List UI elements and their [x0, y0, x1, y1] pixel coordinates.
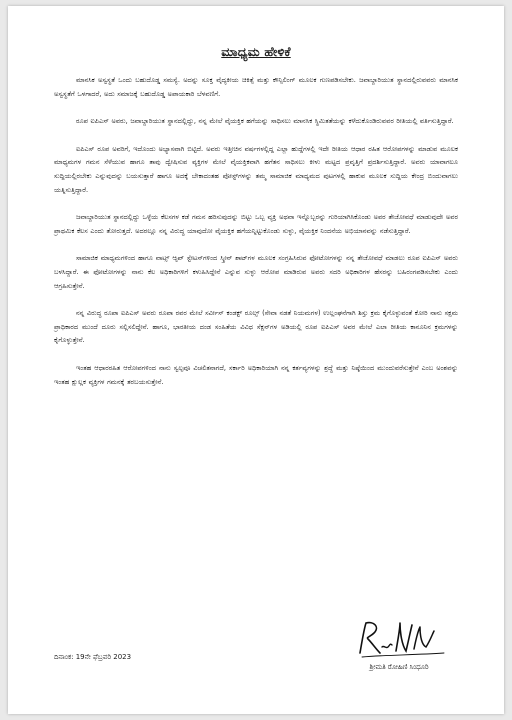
paragraph-3: ಐಪಿಎಸ್ ರೂಪ ಅವರಿಗೆ, ಇದೊಂದು ಅಭ್ಯಾಸವಾಗಿ ಬಿಟ್ಟಿದೆ. ಅವರು ಇತ್ತೀಚಿನ ವರ್ಷಗಳಲ್ಲಿದ್ದ ಎಲ್ಲಾ ಹುದ್ದೆಗಳಲ್ಲಿ ಇದೇ ರೀತಿಯ ಆಧಾರ ರಹಿತ ಆರೋಪಗಳನ್ನು ಮಾಡುವ ಮೂಲಕ ಮಾಧ್ಯಮಗಳ ಗಮನ ಸೆಳೆಯುವ ಹಾಗೂ ತಾವು ದ್ವೇಷಿಸುವ ವ್ಯಕ್ತಿಗಳ ಮೇಲೆ ವೈಯಕ್ತಿಕವಾಗಿ ಹಗೆತನ ಸಾಧಿಸಲು ಕೀಳು ಮಟ್ಟದ ಪ್ರವೃತ್ತಿಗೆ ಪ್ರದರ್ಶಿಸುತ್ತಿದ್ದಾರೆ. ಅವರು ಯಾವಾಗಲೂ ಸುದ್ದಿಯಲ್ಲಿರಬೇಕು ಎನ್ನುವುದನ್ನು ಬಯಸುತ್ತಾರೆ ಹಾಗೂ ಅದಕ್ಕೆ ಬೇಕಾದಂತಹ ಪೋಸ್ಟ್‌ಗಳನ್ನು ತಮ್ಮ ಸಾಮಾಜಿಕ ಮಾಧ್ಯಮದ ಪುಟಗಳಲ್ಲಿ ಹಾಕುವ ಮೂಲಕ ಸುದ್ದಿಯ ಕೇಂದ್ರ ಬಿಂದುವಾಗಲು ಯತ್ನಿಸುತ್ತಿದ್ದಾರೆ. [54, 144, 458, 194]
signature-image [344, 617, 454, 661]
paragraph-1: ಮಾನಸಿಕ ಅಸ್ವಸ್ಥತೆ ಒಂದು ಬಹುದೊಡ್ಡ ಸಮಸ್ಯೆ. ಅದನ್ನು ಸೂಕ್ತ ವೈದ್ಯಕೀಯ ಚಿಕಿತ್ಸೆ ಮತ್ತು ಕೌನ್ಸಿಲಿಂಗ್ ಮೂಲಕ ಗುಣಪಡಿಸಬೇಕು. ಜವಾಬ್ದಾರಿಯುತ ಸ್ಥಾನದಲ್ಲಿರುವವರು ಮಾನಸಿಕ ಅಸ್ವಸ್ಥತೆಗೆ ಒಳಗಾದರೆ, ಅದು ಸಮಾಜಕ್ಕೆ ಬಹುದೊಡ್ಡ ಅಪಾಯಕಾರಿ ಬೆಳವಣಿಗೆ. [54, 76, 458, 98]
paragraph-5: ಸಾಮಾಜಿಕ ಮಾಧ್ಯಮಗಳಿಂದ ಹಾಗೂ ವಾಟ್ಸ್ ಆ್ಯಪ್ ಸ್ಟೇಟಸ್‌ಗಳಿಂದ ಸ್ಕ್ರೀನ್ ಶಾಟ್‌ಗಳ ಮೂಲಕ ಸಂಗ್ರಹಿಸಿರುವ ಫೋಟೋಗಳನ್ನು ನನ್ನ ತೇಜೋವಧೆ ಮಾಡಲು ರೂಪ ಐಪಿಎಸ್ ಅವರು ಬಳಸಿದ್ದಾರೆ. ಈ ಫೋಟೋಗಳನ್ನು ನಾನು ಕೆಲ ಅಧಿಕಾರಿಗಳಿಗೆ ಕಳುಹಿಸಿದ್ದೇನೆ ಎನ್ನುವ ಸುಳ್ಳು ಆರೋಪ ಮಾಡಿರುವ ಅವರು ಸದರಿ ಅಧಿಕಾರಿಗಳ ಹೆಸರನ್ನು ಬಹಿರಂಗಪಡಿಸಬೇಕು ಎಂದು ಆಗ್ರಹಿಸುತ್ತೇನೆ. [54, 254, 458, 290]
document-footer [54, 608, 464, 672]
document-title: ಮಾಧ್ಯಮ ಹೇಳಿಕೆ [221, 44, 291, 59]
signatory-name: ಶ್ರೀಮತಿ ರೋಹಿಣಿ ಸಿಂಧೂರಿ [369, 663, 429, 671]
paragraph-2: ರೂಪ ಐಪಿಎಸ್ ಅವರು, ಜವಾಬ್ದಾರಿಯುತ ಸ್ಥಾನದಲ್ಲಿದ್ದು, ನನ್ನ ಮೇಲೆ ವೈಯಕ್ತಿಕ ಹಗೆಯನ್ನು ಸಾಧಿಸಲು ಮಾನಸಿಕ ಸ್ಥಿಮಿತತೆಯನ್ನು ಕಳೆದುಕೊಂಡಿರುವವರ ರೀತಿಯಲ್ಲಿ ವರ್ತಿಸುತ್ತಿದ್ದಾರೆ. [76, 117, 454, 126]
paragraph-7: ಇಂತಹ ಆಧಾರರಹಿತ ಆರೋಪಗಳಿಂದ ನಾನು ಸ್ವಲ್ಪವೂ ವಿಚಲಿತನಾಗದೆ, ಸರ್ಕಾರಿ ಅಧಿಕಾರಿಯಾಗಿ ನನ್ನ ಕರ್ತವ್ಯಗಳನ್ನು ಶ್ರದ್ಧೆ ಮತ್ತು ನಿಷ್ಠೆಯಿಂದ ಮುಂದುವರೆಸುತ್ತೇನೆ ಎಂಬ ಅಂಶವನ್ನು ಇಂತಹ ಕ್ಷುಲ್ಲಕ ವ್ಯಕ್ತಿಗಳ ಗಮನಕ್ಕೆ ತರಬಯಸುತ್ತೇನೆ. [54, 363, 458, 386]
document-page [8, 6, 504, 714]
document-date: ದಿನಾಂಕ: 19ನೇ ಫೆಬ್ರವರಿ 2023 [54, 653, 132, 661]
paragraph-4: ಜವಾಬ್ದಾರಿಯುತ ಸ್ಥಾನದಲ್ಲಿದ್ದು ಒಳ್ಳೆಯ ಕೆಲಸಗಳ ಕಡೆ ಗಮನ ಹರಿಸುವುದನ್ನು ಬಿಟ್ಟು ಒಬ್ಬ ವ್ಯಕ್ತಿ ಅಥವಾ ಇನ್ನೊಬ್ಬರನ್ನು ಗುರಿಯಾಗಿಸಿಕೊಂಡು ಅವರ ತೇಜೋವಧೆ ಮಾಡುವುದೇ ಅವರ ಪ್ರಾಥಮಿಕ ಕೆಲಸ ಎಂದು ತೋರುತ್ತದೆ. ಅದರಲ್ಲೂ ನನ್ನ ವಿರುದ್ಧ ಯಾವುದೋ ವೈಯಕ್ತಿಕ ಹಗೆಯನ್ನಿಟ್ಟುಕೊಂಡು ಸುಳ್ಳು, ವೈಯಕ್ತಿಕ ನಿಂದನೆಯ ಅಭಿಯಾನವನ್ನು ನಡೆಸುತ್ತಿದ್ದಾರೆ. [54, 213, 458, 235]
signature-block [334, 617, 464, 672]
paragraph-6: ನನ್ನ ವಿರುದ್ಧ ರೂಪಾ ಐಪಿಎಸ್ ಅವರು ರೂಪಾ ರವರ ಮೇಲೆ ಸರ್ವೀಸ್ ಕಂಡಕ್ಟ್ ರೂಲ್ಸ್ (ಸೇವಾ ನಡತೆ ನಿಯಮಗಳ) ಉಲ್ಲಂಘನೆಗಾಗಿ ಶಿಸ್ತು ಕ್ರಮ ಕೈಗೊಳ್ಳುವಂತೆ ಕೋರಿ ನಾನು ಸಕ್ಷಮ ಪ್ರಾಧಿಕಾರದ ಮುಂದೆ ದೂರು ಸಲ್ಲಿಸಲಿದ್ದೇನೆ. ಹಾಗೂ, ಭಾರತೀಯ ದಂಡ ಸಂಹಿತೆಯ ವಿವಿಧ ಸೆಕ್ಷನ್‌ಗಳ ಅಡಿಯಲ್ಲಿ ರೂಪ ಐಪಿಎಸ್ ಅವರ ಮೇಲೆ ಎಲಾ ರೀತಿಯ ಕಾನೂನಿನ ಕ್ರಮಗಳನ್ನು ಕೈಗೊಳ್ಳುತ್ತೇನೆ. [54, 309, 458, 345]
